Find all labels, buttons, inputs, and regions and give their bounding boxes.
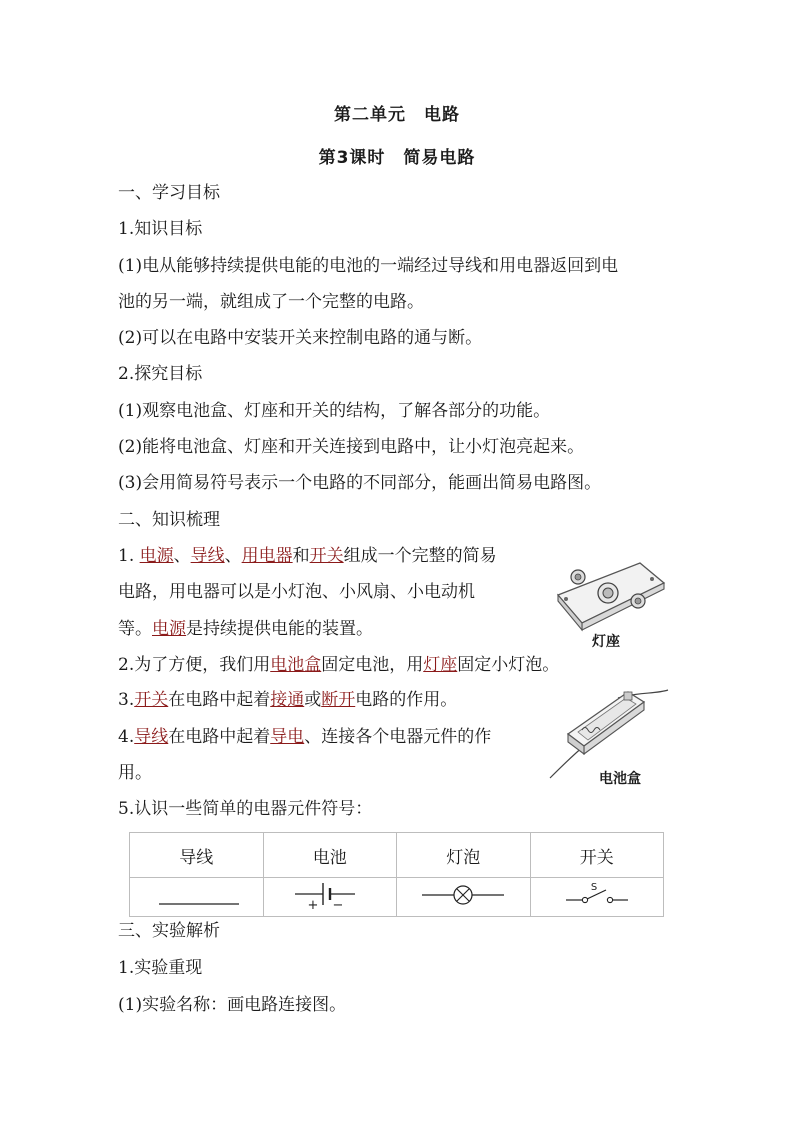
answer-switch-2: 开关	[134, 690, 169, 710]
section-heading-goals: 一、学习目标	[118, 183, 220, 203]
review-item-5: 5.认识一些简单的电器元件符号：	[118, 799, 373, 819]
sentence-tail: 组成一个完整的简易	[343, 546, 497, 566]
answer-wire: 导线	[190, 546, 225, 566]
section-heading-review: 二、知识梳理	[118, 510, 220, 530]
answer-conduct: 导电	[270, 727, 305, 747]
sentence-tail: 固定小灯泡。	[457, 655, 560, 675]
switch-symbol	[542, 880, 652, 910]
review-item-1-line2: 电路，用电器可以是小灯泡、小风扇、小电动机	[118, 582, 475, 602]
unit-title: 第二单元 电路	[334, 105, 460, 125]
answer-wire-2: 导线	[134, 727, 169, 747]
review-item-2	[118, 655, 559, 675]
battery-box-illustration	[548, 684, 670, 780]
review-item-1-line3	[118, 619, 373, 639]
lamp-holder-illustration	[552, 553, 668, 639]
inquiry-goal-2: (2)能将电池盒、灯座和开关连接到电路中，让小灯泡亮起来。	[118, 437, 585, 457]
answer-connect: 接通	[270, 690, 305, 710]
review-item-3	[118, 690, 457, 710]
battery-symbol	[275, 879, 385, 911]
answer-power-source-2: 电源	[152, 619, 186, 639]
lamp-holder-caption: 灯座	[592, 634, 620, 650]
inquiry-goal-3: (3)会用简易符号表示一个电路的不同部分，能画出简易电路图。	[118, 473, 602, 493]
answer-lamp-holder: 灯座	[423, 655, 458, 675]
battery-plus-label: +	[307, 897, 319, 911]
knowledge-goal-2: (2)可以在电路中安装开关来控制电路的通与断。	[118, 328, 483, 348]
inquiry-goal-1: (1)观察电池盒、灯座和开关的结构，了解各部分的功能。	[118, 401, 551, 421]
header-battery: 电池	[263, 833, 397, 878]
battery-symbol-cell	[263, 878, 397, 917]
answer-power-source: 电源	[139, 546, 174, 566]
connector-text: 或	[304, 690, 322, 710]
review-item-1-line1	[118, 546, 497, 566]
item-number: 4.	[118, 727, 135, 747]
sentence-middle: 固定电池，用	[321, 655, 424, 675]
symbols-table-symbol-row	[130, 878, 664, 917]
sentence-tail: 是持续提供电能的装置。	[186, 619, 373, 639]
sentence-head: 等。	[118, 619, 152, 639]
wire-symbol-cell	[130, 878, 264, 917]
inquiry-goal-heading: 2.探究目标	[118, 364, 203, 384]
experiment-reproduce-heading: 1.实验重现	[118, 958, 203, 978]
header-switch: 开关	[530, 833, 664, 878]
battery-minus-label: −	[332, 897, 344, 911]
sentence-tail: 、连接各个电器元件的作	[304, 727, 492, 747]
switch-label: S	[590, 881, 597, 893]
answer-appliance: 用电器	[241, 546, 293, 566]
knowledge-goal-1-line2: 池的另一端，就组成了一个完整的电路。	[118, 292, 424, 312]
knowledge-goal-heading: 1.知识目标	[118, 219, 203, 239]
answer-switch: 开关	[309, 546, 344, 566]
item-number: 3.	[118, 690, 135, 710]
lesson-title: 第3课时 简易电路	[318, 148, 476, 168]
sentence-middle: 在电路中起着	[168, 727, 271, 747]
sentence-tail: 电路的作用。	[355, 690, 458, 710]
section-heading-experiment: 三、实验解析	[118, 921, 220, 941]
answer-battery-box: 电池盒	[270, 655, 322, 675]
item-number: 1.	[118, 546, 140, 566]
symbols-table	[129, 832, 664, 917]
wire-symbol	[141, 880, 251, 910]
battery-box-caption: 电池盒	[599, 771, 641, 787]
separator: 、	[224, 546, 242, 566]
switch-symbol-cell	[530, 878, 664, 917]
connector-text: 和	[292, 546, 310, 566]
header-bulb: 灯泡	[397, 833, 531, 878]
header-wire: 导线	[130, 833, 264, 878]
symbols-table-header-row	[130, 833, 664, 878]
review-item-4-line2: 用。	[118, 763, 152, 783]
knowledge-goal-1-line1: (1)电从能够持续提供电能的电池的一端经过导线和用电器返回到电	[118, 256, 619, 276]
answer-disconnect: 断开	[321, 690, 356, 710]
review-item-4-line1	[118, 727, 491, 747]
sentence-head: 2.为了方便，我们用	[118, 655, 271, 675]
experiment-item-1: (1)实验名称：画电路连接图。	[118, 995, 347, 1015]
sentence-middle: 在电路中起着	[168, 690, 271, 710]
separator: 、	[173, 546, 191, 566]
bulb-symbol	[408, 880, 518, 910]
bulb-symbol-cell	[397, 878, 531, 917]
